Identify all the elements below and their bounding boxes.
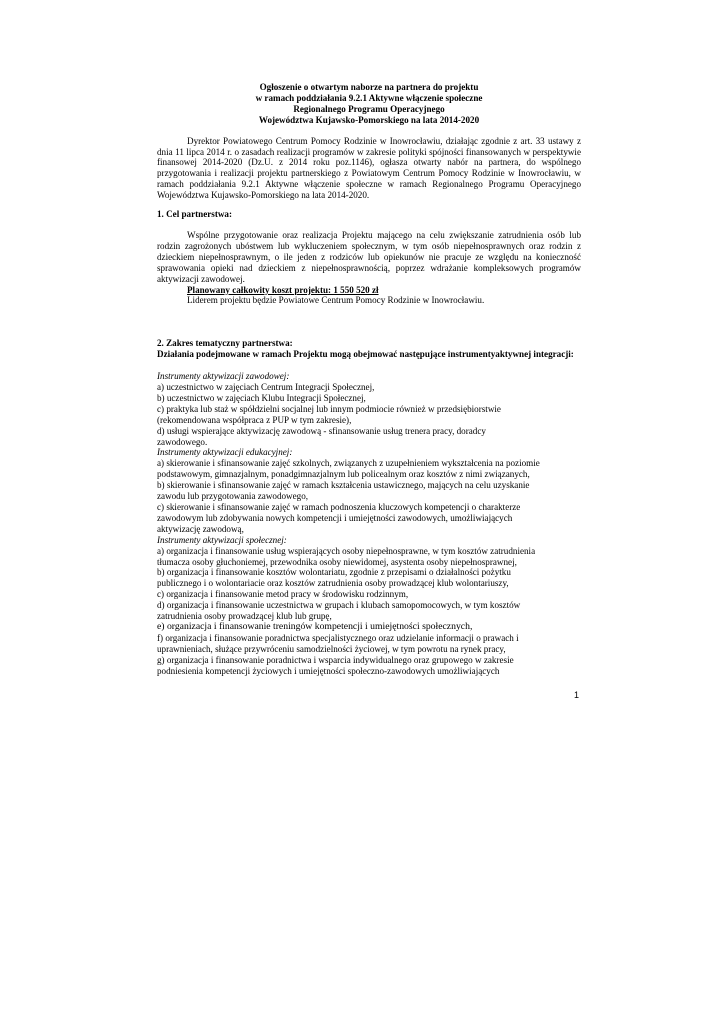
project-cost bbox=[157, 285, 581, 296]
instrument-line: b) uczestnictwo w zajęciach Klubu Integracji Społecznej, bbox=[157, 392, 366, 403]
instrument-line: (rekomendowana współpraca z PUP w tym zakresie), bbox=[157, 414, 352, 425]
instrument-line: a) skierowanie i sfinansowanie zajęć szkolnych, związanych z uzupełnieniem wykształcenia na poziomie bbox=[157, 458, 540, 469]
instrument-line: tłumacza osoby głuchoniemej, przewodnika osoby niewidomej, asystenta osoby niepełnosprawnej, bbox=[157, 556, 517, 567]
project-cost-text: Planowany całkowity koszt projektu: 1 550 520 zł bbox=[187, 284, 379, 295]
instrument-line: a) uczestnictwo w zajęciach Centrum Integracji Społecznej, bbox=[157, 382, 375, 393]
document-page bbox=[157, 82, 581, 677]
page-number: 1 bbox=[574, 690, 580, 700]
instrument-line: a) organizacja i finansowanie usług wspierających osoby niepełnosprawne, w tym kosztów zatrudnienia bbox=[157, 545, 536, 556]
instrument-line: d) organizacja i finansowanie uczestnictwa w grupach i klubach samopomocowych, w tym kosztów bbox=[157, 600, 521, 611]
instrument-line: zatrudnienia osoby prowadzącej klub lub grupę, bbox=[157, 611, 332, 622]
instrument-line: publicznego i o wolontariacie oraz kosztów zatrudnienia osoby prowadzącej klub wolontariuszy, bbox=[157, 578, 509, 589]
goal-paragraph: Wspólne przygotowanie oraz realizacja Projektu mającego na celu zwiększanie zatrudnienia osób lub rodzin zagrożonych ubóstwem lub wykluczeniem społecznym, w tym osób niepełnosprawnych oraz rodzin z dzieckiem niepełnosprawnym, o ile jeden z rodziców lub opiekunów nie pracuje ze względu na konieczność sprawowania opieki nad dzieckiem z niepełnosprawnością, poprzez wdrażanie kompleksowych programów aktywizacji zawodowej. bbox=[157, 229, 581, 284]
document-title bbox=[157, 82, 581, 126]
intro-paragraph: Dyrektor Powiatowego Centrum Pomocy Rodzinie w Inowrocławiu, działając zgodnie z art. 33 ustawy z dnia 11 lipca 2014 r. o zasadach realizacji programów w zakresie polityki spójności finansowanych w perspektywie finansowej 2014-2020 (Dz.U. z 2014 roku poz.1146), ogłasza otwarty nabór na partnera, do wspólnego przygotowania i realizacji projektu partnerskiego z Powiatowym Centrum Pomocy Rodzinie w Inowrocławiu, w ramach poddziałania 9.2.1 Aktywne włączenie społeczne w ramach Regionalnego Programu Operacyjnego Województwa Kujawsko-Pomorskiego na lata 2014-2020. bbox=[157, 135, 581, 201]
section-heading-scope: 2. Zakres tematyczny partnerstwa: bbox=[157, 338, 293, 349]
instrument-line: c) organizacja i finansowanie metod pracy w środowisku rodzinnym, bbox=[157, 589, 409, 600]
section-heading-goal: 1. Cel partnerstwa: bbox=[157, 209, 233, 220]
title-line: Regionalnego Programu Operacyjnego bbox=[293, 103, 445, 114]
instrument-line: zawodowego. bbox=[157, 436, 208, 447]
instrument-line: g) organizacja i finansowanie poradnictwa i wsparcia indywidualnego oraz grupowego w zakresie bbox=[157, 654, 514, 665]
instrument-line: e) organizacja i finansowanie treningów kompetencji i umiejętności społecznych, bbox=[157, 620, 473, 632]
instrument-category: Instrumenty aktywizacji zawodowej: bbox=[157, 371, 290, 382]
instrument-category: Instrumenty aktywizacji społecznej: bbox=[157, 534, 287, 545]
instrument-category: Instrumenty aktywizacji edukacyjnej: bbox=[157, 447, 293, 458]
instrument-line: uprawnieniach, służące przywróceniu samodzielności życiowej, w tym powrotu na rynek pracy, bbox=[157, 643, 506, 654]
instrument-line: podniesienia kompetencji życiowych i umiejętności społeczno-zawodowych umożliwiających bbox=[157, 665, 500, 676]
title-line: Ogłoszenie o otwartym naborze na partnera do projektu bbox=[259, 82, 479, 92]
project-leader: Liderem projektu będzie Powiatowe Centrum Pomocy Rodzinie w Inowrocławiu. bbox=[187, 295, 485, 306]
instrument-line: c) praktyka lub staż w spółdzielni socjalnej lub innym podmiocie również w przedsiębiorstwie bbox=[157, 403, 501, 414]
instrument-line: aktywizację zawodową, bbox=[157, 523, 244, 534]
instrument-line: f) organizacja i finansowanie poradnictwa specjalistycznego oraz udzielanie informacji o prawach i bbox=[157, 632, 519, 643]
scope-subheading: Działania podejmowane w ramach Projektu mogą obejmować następujące instrumentyaktywnej integracji: bbox=[157, 349, 574, 360]
title-line: w ramach poddziałania 9.2.1 Aktywne włączenie społeczne bbox=[255, 92, 483, 103]
instrument-line: zawodowym lub zdobywania nowych kompetencji i umiejętności zawodowych, umożliwiających bbox=[157, 512, 513, 523]
instrument-list bbox=[157, 371, 581, 676]
instrument-line: d) usługi wspierające aktywizację zawodową - sfinansowanie usług trenera pracy, doradcy bbox=[157, 425, 486, 436]
instrument-line: zawodu lub przygotowania zawodowego, bbox=[157, 491, 309, 502]
title-line: Województwa Kujawsko-Pomorskiego na lata 2014-2020 bbox=[258, 114, 480, 125]
instrument-line: b) skierowanie i sfinansowanie zajęć w ramach kształcenia ustawicznego, mających na celu uzyskanie bbox=[157, 480, 530, 491]
instrument-line: podstawowym, gimnazjalnym, ponadgimnazjalnym lub policealnym oraz kosztów z nimi związanych, bbox=[157, 469, 530, 480]
instrument-line: c) skierowanie i sfinansowanie zajęć w ramach podnoszenia kluczowych kompetencji o charakterze bbox=[157, 502, 521, 512]
instrument-line: b) organizacja i finansowanie kosztów wolontariatu, zgodnie z przepisami o działalności pożytku bbox=[157, 567, 511, 578]
